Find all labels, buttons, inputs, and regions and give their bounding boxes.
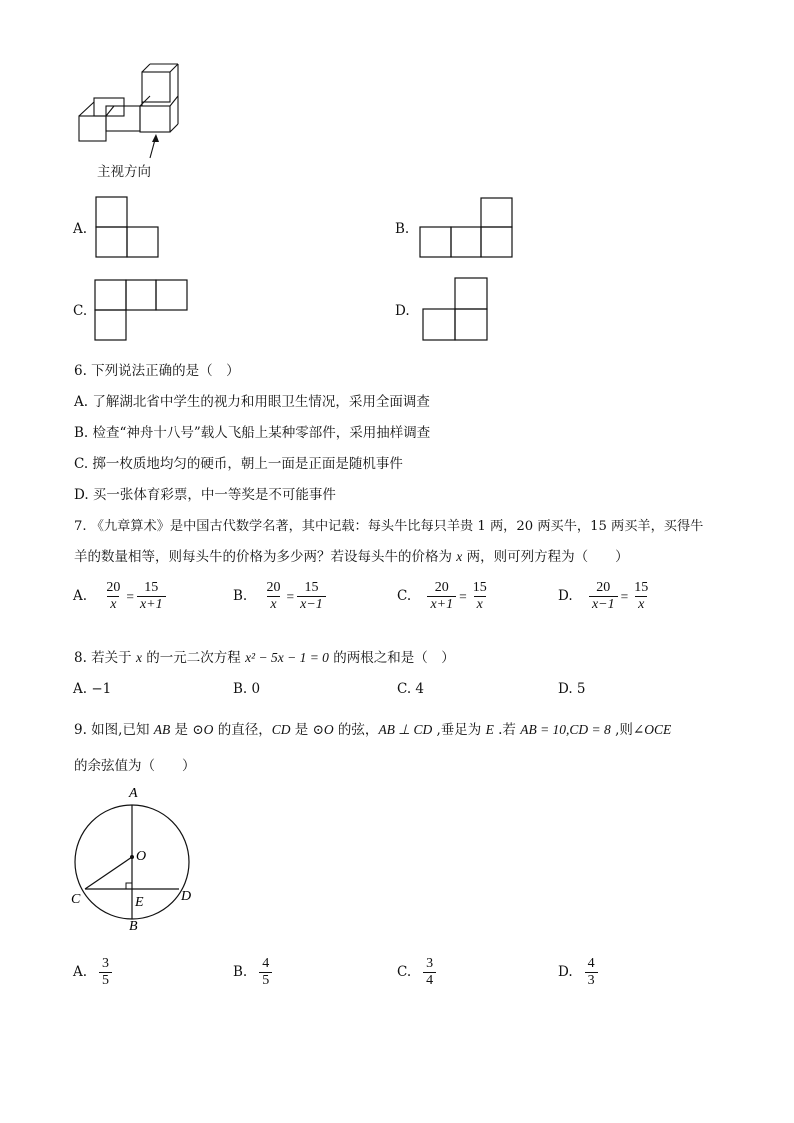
point-label-a: A <box>129 786 138 801</box>
q5-option-d-label: D. <box>395 303 410 319</box>
q8-option-d: D. 5 <box>558 681 586 697</box>
equals-sign: = <box>620 588 629 604</box>
q6-option-d: D. 买一张体育彩票，中一等奖是不可能事件 <box>74 487 336 503</box>
q8-option-b: B. 0 <box>233 681 261 697</box>
q5-option-c-label: C. <box>73 303 88 319</box>
q9-d-fraction: $\frac{4}{3}$ <box>585 956 598 989</box>
q7-stem-text-a: 羊的数量相等，则每头牛的价格为多少两？若设每头牛的价格为 <box>74 549 457 565</box>
point-label-c: C <box>71 892 81 907</box>
q7-option-a <box>73 580 166 613</box>
q7-stem-text-b: 两，则可列方程为（ ） <box>462 549 629 565</box>
point-label-d: D <box>181 889 192 904</box>
q7-option-b <box>233 580 326 613</box>
q9-option-label: B. <box>233 964 248 981</box>
q6-option-c: C. 掷一枚质地均匀的硬币，朝上一面是正面是随机事件 <box>74 456 403 472</box>
q8-option-c: C. 4 <box>397 681 425 697</box>
q8-stem-text-a: 8. 若关于 <box>74 650 136 666</box>
q9-option-label: C. <box>397 964 412 981</box>
equals-sign: = <box>459 588 467 604</box>
q9-a-fraction: $\frac{3}{5}$ <box>99 956 112 989</box>
q7-option-label: D. <box>558 588 573 605</box>
q7-stem-line1: 7. 《九章算术》是中国古代数学名著，其中记载：每头牛比每只羊贵 1 两，20 两买牛，15 两买羊，买得牛 <box>74 519 704 534</box>
q9-option-b <box>233 956 272 989</box>
q9-option-c <box>397 956 436 989</box>
q9-option-label: D. <box>558 964 573 981</box>
q5-option-b-label: B. <box>395 221 410 237</box>
point-label-o: O <box>136 849 147 864</box>
point-label-e: E <box>135 895 144 910</box>
q8-equation: x² − 5x − 1 = 0 <box>245 650 329 665</box>
q9-stem-line1: 9. 如图,已知 AB 是 ⊙O 的直径，CD 是 ⊙O 的弦，AB ⊥ CD ,垂足为 E .若 AB = 10,CD = 8 ,则∠OCE <box>74 722 672 738</box>
q9-c-fraction: $\frac{3}{4}$ <box>423 956 436 989</box>
q7-option-d <box>558 580 651 613</box>
point-label-b: B <box>129 919 138 934</box>
q7-option-label: C. <box>397 588 412 605</box>
q5-option-a-label: A. <box>73 221 88 237</box>
q9-option-label: A. <box>73 964 88 981</box>
center-point <box>130 855 134 859</box>
q7-b-right-fraction: $\frac{15}{x-1}$ <box>297 580 326 613</box>
q8-stem <box>74 646 455 666</box>
q7-option-label: A. <box>73 588 88 605</box>
right-angle-mark <box>126 883 132 889</box>
q9-stem-line2: 的余弦值为（ ） <box>74 758 196 774</box>
q9-b-fraction: $\frac{4}{5}$ <box>259 956 272 989</box>
q7-b-left-fraction: $\frac{20}{x}$ <box>266 580 281 613</box>
q7-stem-line2 <box>74 545 629 565</box>
q6-option-b: B. 检查“神舟十八号”载人飞船上某种零部件，采用抽样调查 <box>74 425 431 441</box>
q9-option-d <box>558 956 598 989</box>
equals-sign: = <box>286 588 295 604</box>
q6-option-a: A. 了解湖北省中学生的视力和用眼卫生情况，采用全面调查 <box>74 394 430 410</box>
q5-option-b-figure <box>418 196 514 259</box>
q5-option-a-figure <box>94 195 160 259</box>
q8-option-a: A. −1 <box>73 681 112 697</box>
q7-a-left-fraction: $\frac{20}{x}$ <box>106 580 121 613</box>
q7-c-right-fraction: $\frac{15}{x}$ <box>472 580 487 613</box>
q8-stem-text-b: 的一元二次方程 <box>141 650 246 666</box>
q7-option-label: B. <box>233 588 248 605</box>
q6-stem: 6. 下列说法正确的是（ ） <box>74 363 240 379</box>
view-direction-label: 主视方向 <box>97 164 151 180</box>
equals-sign: = <box>126 588 134 604</box>
q5-option-c-figure <box>93 278 189 342</box>
q5-option-d-figure <box>420 276 490 342</box>
q9-option-a <box>73 956 112 989</box>
q7-option-c <box>397 580 490 613</box>
segment-oc <box>85 857 132 889</box>
q7-a-right-fraction: $\frac{15}{x+1}$ <box>137 580 166 613</box>
q7-d-right-fraction: $\frac{15}{x}$ <box>634 580 649 613</box>
q8-stem-text-c: 的两根之和是（ ） <box>328 650 455 666</box>
q9-circle-figure <box>64 780 204 935</box>
q7-d-left-fraction: $\frac{20}{x-1}$ <box>589 580 618 613</box>
q7-variable: x <box>456 549 463 564</box>
q8-variable: x <box>135 650 142 665</box>
q7-c-left-fraction: $\frac{20}{x+1}$ <box>427 580 456 613</box>
